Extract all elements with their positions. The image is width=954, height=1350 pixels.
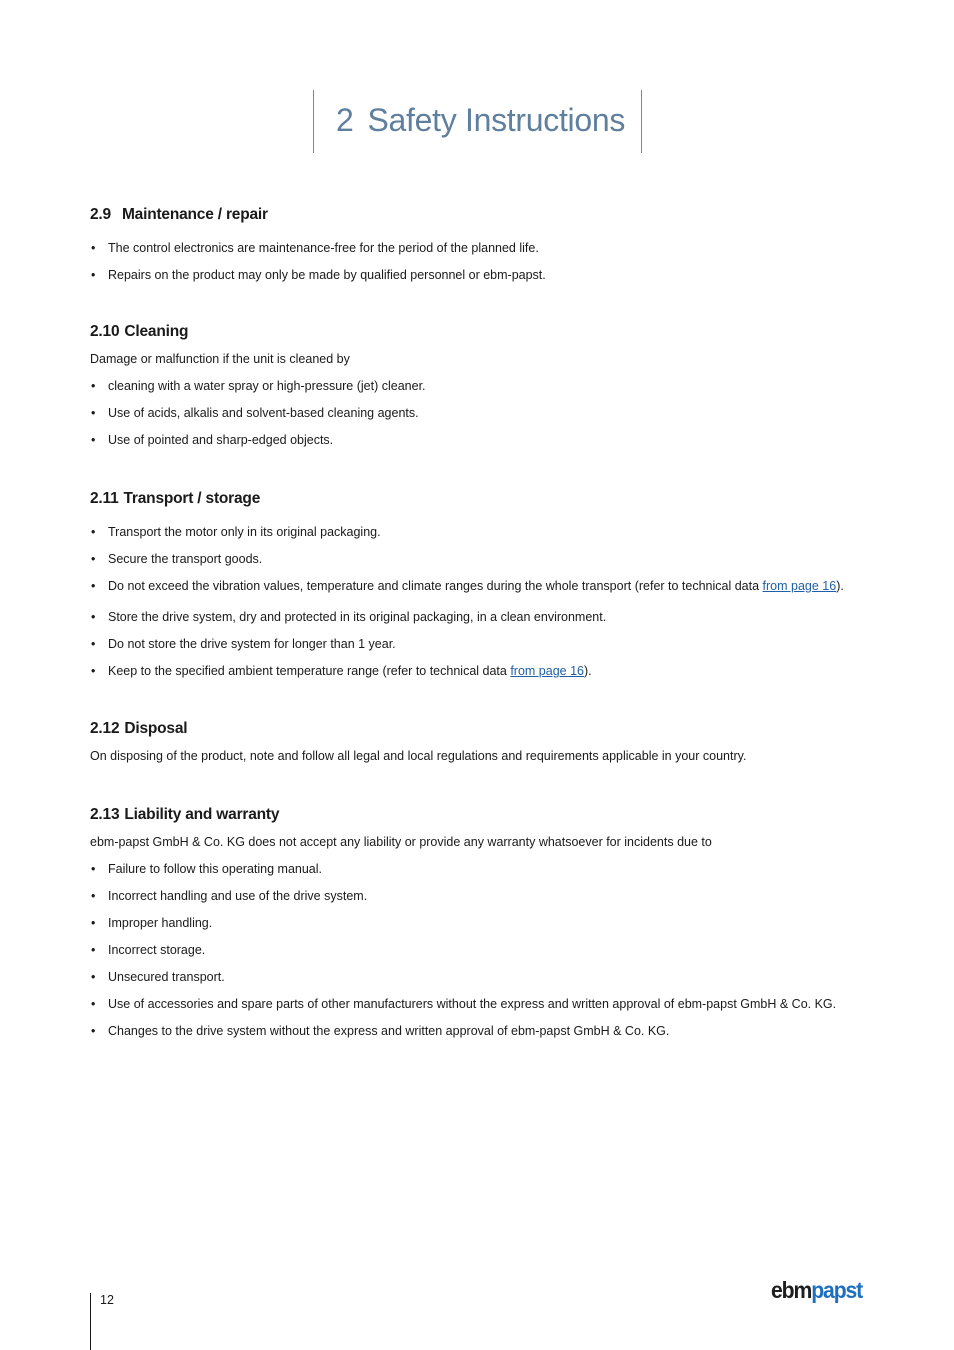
section-number: 2.12	[90, 720, 120, 737]
list-item-text: Store the drive system, dry and protected in its original packaging, in a clean environment.	[108, 610, 607, 624]
bullet-glyph: •	[91, 916, 96, 930]
bullet-glyph: •	[91, 664, 96, 678]
bullet-glyph: •	[91, 433, 96, 447]
logo-ebm: ebm	[771, 1277, 812, 1303]
bullet-list	[90, 524, 880, 679]
bullet-glyph: •	[91, 241, 96, 255]
section-maintenance	[90, 206, 880, 283]
chapter-header	[313, 90, 642, 153]
section-intro: ebm-papst GmbH & Co. KG does not accept any liability or provide any warranty whatsoever for incidents due to	[90, 835, 712, 849]
section-heading	[90, 490, 880, 508]
bullet-glyph: •	[91, 970, 96, 984]
section-number: 2.10	[90, 323, 120, 340]
list-item-text: Improper handling.	[108, 916, 213, 930]
list-item	[90, 524, 880, 540]
bullet-list	[90, 240, 880, 283]
list-item-text: Do not exceed the vibration values, temperature and climate ranges during the whole transport (refer to technical data	[108, 579, 763, 593]
list-item	[90, 663, 880, 679]
list-item-text: Use of acids, alkalis and solvent-based cleaning agents.	[108, 406, 419, 420]
list-item-text: Unsecured transport.	[108, 970, 225, 984]
section-intro: Damage or malfunction if the unit is cleaned by	[90, 352, 350, 366]
list-item-text: Incorrect handling and use of the drive system.	[108, 889, 368, 903]
list-item-text-end: ).	[836, 579, 844, 593]
list-item	[90, 915, 880, 931]
list-item	[90, 378, 880, 394]
list-item-text: Repairs on the product may only be made by qualified personnel or ebm-papst.	[108, 268, 546, 282]
list-item	[90, 609, 880, 625]
list-item	[90, 240, 880, 256]
page-number: 12	[100, 1293, 114, 1307]
section-title: Disposal	[124, 720, 188, 737]
page-16-link[interactable]: from page 16	[510, 664, 584, 678]
list-item	[90, 969, 880, 985]
list-item	[90, 888, 880, 904]
list-item	[90, 861, 880, 877]
logo-papst: papst	[811, 1277, 863, 1303]
section-number: 2.13	[90, 806, 120, 823]
bullet-glyph: •	[91, 889, 96, 903]
section-heading	[90, 720, 880, 738]
section-title: Cleaning	[124, 323, 189, 340]
bullet-glyph: •	[91, 552, 96, 566]
list-item	[90, 1023, 880, 1039]
list-item	[90, 432, 880, 448]
list-item-text: Use of pointed and sharp-edged objects.	[108, 433, 334, 447]
list-item-text: cleaning with a water spray or high-pressure (jet) cleaner.	[108, 379, 426, 393]
bullet-glyph: •	[91, 943, 96, 957]
list-item-text: Keep to the specified ambient temperature range (refer to technical data	[108, 664, 511, 678]
section-heading	[90, 206, 880, 224]
bullet-glyph: •	[91, 406, 96, 420]
section-title: Liability and warranty	[124, 806, 280, 823]
list-item-text: Incorrect storage.	[108, 943, 206, 957]
list-item	[90, 405, 880, 421]
section-disposal	[90, 720, 880, 764]
bullet-glyph: •	[91, 997, 96, 1011]
footer-divider	[90, 1293, 91, 1350]
list-item	[90, 942, 880, 958]
chapter-title	[336, 102, 625, 139]
list-item-text: Secure the transport goods.	[108, 552, 263, 566]
section-title: Transport / storage	[123, 490, 261, 507]
page-16-link[interactable]: from page 16	[762, 579, 837, 593]
list-item-text: Failure to follow this operating manual.	[108, 862, 323, 876]
bullet-glyph: •	[91, 379, 96, 393]
list-item-text: Do not store the drive system for longer than 1 year.	[108, 637, 396, 651]
section-text: On disposing of the product, note and follow all legal and local regulations and requirements applicable in your country.	[90, 749, 747, 763]
section-heading	[90, 806, 880, 824]
section-heading	[90, 323, 880, 341]
section-number: 2.9	[90, 206, 111, 223]
list-item-text-end: ).	[584, 664, 592, 678]
list-item	[90, 996, 880, 1012]
bullet-glyph: •	[91, 1024, 96, 1038]
list-item	[90, 636, 880, 652]
bullet-list	[90, 378, 880, 448]
list-item-text: Transport the motor only in its original packaging.	[108, 525, 381, 539]
bullet-glyph: •	[91, 637, 96, 651]
bullet-glyph: •	[91, 268, 96, 282]
bullet-glyph: •	[91, 610, 96, 624]
bullet-glyph: •	[91, 579, 96, 593]
bullet-list	[90, 861, 880, 1039]
section-cleaning	[90, 323, 880, 448]
list-item	[90, 551, 880, 567]
list-item	[90, 267, 880, 283]
list-item-text: Changes to the drive system without the express and written approval of ebm-papst GmbH & Co. KG.	[108, 1024, 670, 1038]
section-transport	[90, 490, 880, 679]
section-title: Maintenance / repair	[121, 206, 268, 223]
chapter-title-text: Safety Instructions	[367, 102, 626, 138]
list-item-text: The control electronics are maintenance-free for the period of the planned life.	[108, 241, 539, 255]
section-number: 2.11	[90, 490, 119, 507]
list-item	[90, 578, 880, 594]
ebmpapst-logo	[771, 1277, 862, 1304]
chapter-number: 2	[336, 102, 354, 138]
section-liability	[90, 806, 880, 1039]
bullet-glyph: •	[91, 862, 96, 876]
bullet-glyph: •	[91, 525, 96, 539]
list-item-text: Use of accessories and spare parts of other manufacturers without the express and written approval of ebm-papst GmbH & Co. KG.	[108, 997, 837, 1011]
